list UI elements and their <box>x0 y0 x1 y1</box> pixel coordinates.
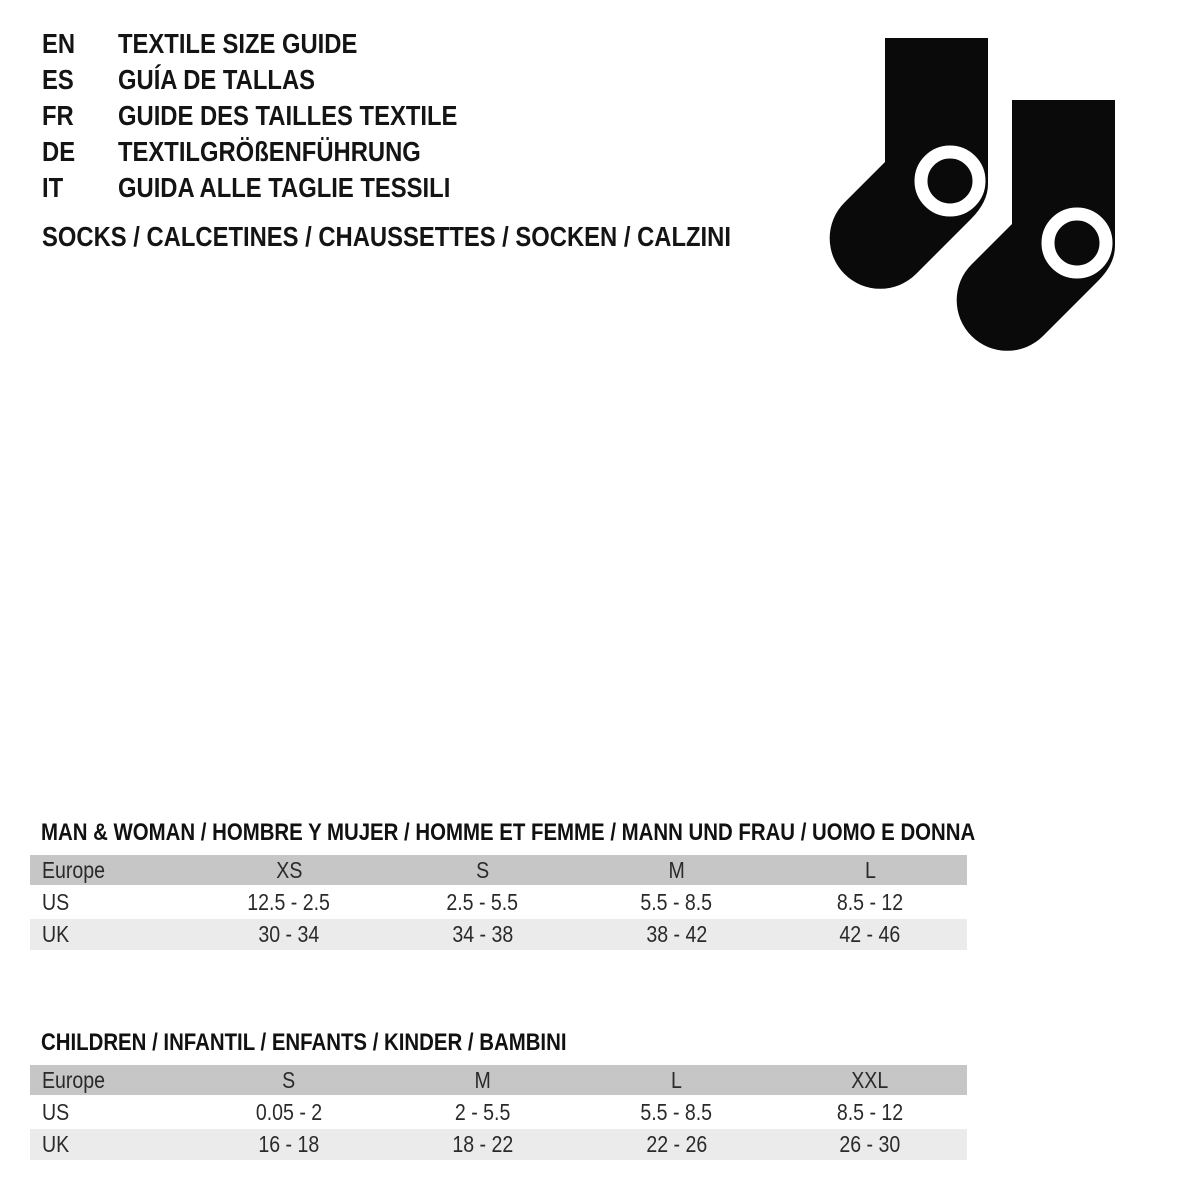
value-cell: 34 - 38 <box>452 921 514 947</box>
size-table-children <box>30 1030 967 1160</box>
language-row-it <box>42 170 517 206</box>
language-row-en <box>42 26 517 62</box>
value-cell: 5.5 - 8.5 <box>640 1098 713 1125</box>
value-cell: 8.5 - 12 <box>836 1098 904 1125</box>
value-cell: 26 - 30 <box>839 1131 901 1157</box>
table-row-uk <box>30 919 967 950</box>
value-cell: 16 - 18 <box>258 1131 320 1157</box>
table-row-us <box>30 1095 967 1129</box>
header-cell-region: Europe <box>42 1066 106 1093</box>
product-categories-text: SOCKS / CALCETINES / CHAUSSETTES / SOCKEN / CALZINI <box>42 221 731 252</box>
table-title: CHILDREN / INFANTIL / ENFANTS / KINDER / BAMBINI <box>41 1029 567 1056</box>
language-list <box>42 26 517 206</box>
table-row-us <box>30 885 967 919</box>
value-cell: 30 - 34 <box>258 921 320 947</box>
product-categories-line <box>42 219 853 255</box>
row-label: US <box>42 888 70 915</box>
language-label: GUIDE DES TAILLES TEXTILE <box>118 100 458 131</box>
language-code: FR <box>42 100 74 131</box>
language-row-fr <box>42 98 517 134</box>
header-cell-size: S <box>282 1066 296 1093</box>
header-cell-region: Europe <box>42 856 106 883</box>
table-row-uk <box>30 1129 967 1160</box>
header-cell-size: L <box>864 856 876 883</box>
header-cell-size: M <box>668 856 685 883</box>
header-cell-size: L <box>670 1066 682 1093</box>
language-row-es <box>42 62 517 98</box>
language-label: TEXTILGRÖßENFÜHRUNG <box>118 136 421 167</box>
language-code: IT <box>42 172 64 203</box>
language-label: GUIDA ALLE TAGLIE TESSILI <box>118 172 451 203</box>
value-cell: 18 - 22 <box>452 1131 514 1157</box>
value-cell: 38 - 42 <box>645 921 707 947</box>
language-code: EN <box>42 28 76 59</box>
header-cell-size: S <box>476 856 490 883</box>
header-cell-size: XXL <box>851 1066 889 1093</box>
size-table-man-woman <box>30 819 976 950</box>
language-label: GUÍA DE TALLAS <box>118 64 316 95</box>
header-cell-size: M <box>474 1066 491 1093</box>
language-row-de <box>42 134 517 170</box>
language-code: DE <box>42 136 76 167</box>
value-cell: 2 - 5.5 <box>454 1098 511 1125</box>
table-header-row <box>30 855 967 885</box>
value-cell: 0.05 - 2 <box>255 1098 323 1125</box>
row-label: UK <box>42 1131 70 1157</box>
value-cell: 5.5 - 8.5 <box>640 888 713 915</box>
language-code: ES <box>42 64 74 95</box>
socks-icon <box>805 28 1135 363</box>
value-cell: 12.5 - 2.5 <box>247 888 331 915</box>
value-cell: 22 - 26 <box>645 1131 707 1157</box>
row-label: US <box>42 1098 70 1125</box>
value-cell: 42 - 46 <box>839 921 901 947</box>
header-cell-size: XS <box>275 856 302 883</box>
language-label: TEXTILE SIZE GUIDE <box>118 28 358 59</box>
value-cell: 8.5 - 12 <box>836 888 904 915</box>
row-label: UK <box>42 921 70 947</box>
value-cell: 2.5 - 5.5 <box>446 888 519 915</box>
table-title: MAN & WOMAN / HOMBRE Y MUJER / HOMME ET FEMME / MANN UND FRAU / UOMO E DONNA <box>41 819 976 846</box>
table-header-row <box>30 1065 967 1095</box>
